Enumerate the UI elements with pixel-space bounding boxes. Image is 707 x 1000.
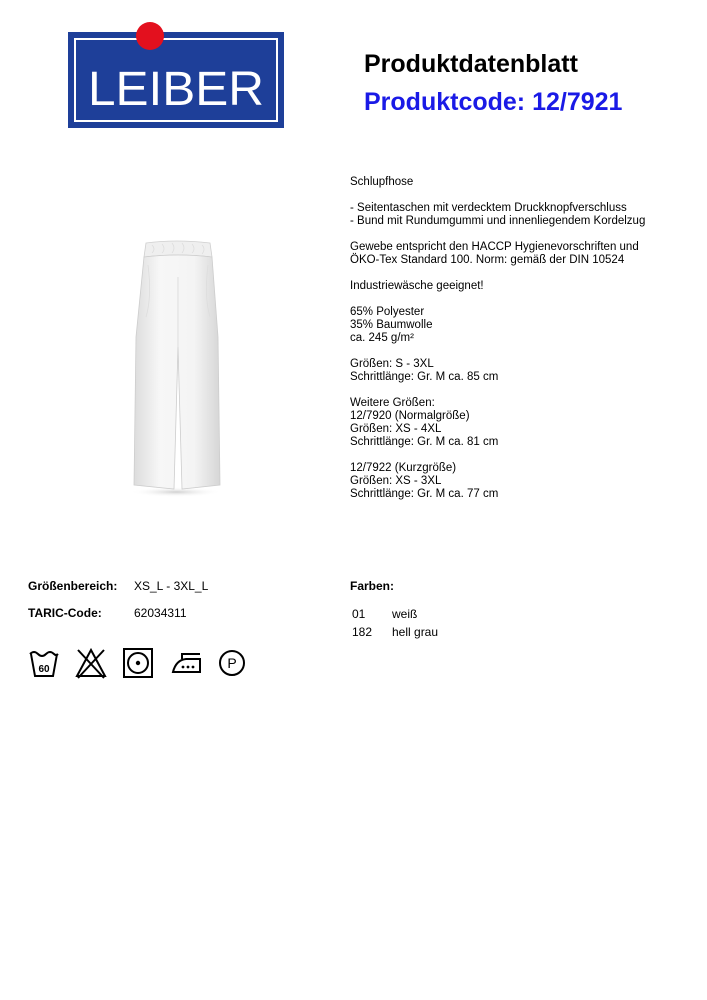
- professional-cleaning-p-icon: [217, 646, 247, 680]
- description-line: Schrittlänge: Gr. M ca. 85 cm: [350, 371, 499, 383]
- product-image: [122, 237, 230, 499]
- description-paragraph: [350, 397, 690, 449]
- color-code: 182: [352, 625, 373, 639]
- color-name: hell grau: [392, 625, 439, 639]
- taric-value: 62034311: [134, 606, 187, 620]
- description-line: Gewebe entspricht den HACCP Hygienevorschriften und: [350, 241, 639, 253]
- svg-text:60: 60: [38, 664, 50, 675]
- description-line: Größen: XS - 3XL: [350, 475, 442, 487]
- tumble-dry-icon: [122, 646, 154, 680]
- description-line: 12/7920 (Normalgröße): [350, 410, 470, 422]
- page-title: Produktdatenblatt: [364, 50, 578, 78]
- color-row: [352, 625, 438, 639]
- description-paragraph: [350, 202, 690, 228]
- description-line: Schrittlänge: Gr. M ca. 77 cm: [350, 488, 499, 500]
- description-line: 65% Polyester: [350, 306, 425, 318]
- colors-title: Farben:: [350, 579, 395, 593]
- description-paragraph: [350, 306, 690, 345]
- description-line: ÖKO-Tex Standard 100. Norm: gemäß der DIN 10524: [350, 254, 625, 266]
- description-paragraph: [350, 241, 690, 267]
- description-line: Schrittlänge: Gr. M ca. 81 cm: [350, 436, 499, 448]
- description-line: Weitere Größen:: [350, 397, 435, 409]
- no-bleach-icon: [74, 646, 108, 680]
- description-line: Industriewäsche geeignet!: [350, 280, 484, 292]
- description-line: Schlupfhose: [350, 176, 414, 188]
- description-paragraph: [350, 358, 690, 384]
- description-paragraph: [350, 176, 690, 189]
- color-code: 01: [352, 607, 366, 621]
- taric-label: TARIC-Code:: [28, 606, 102, 620]
- description-line: Größen: XS - 4XL: [350, 423, 442, 435]
- description-line: ca. 245 g/m²: [350, 332, 414, 344]
- description-line: Größen: S - 3XL: [350, 358, 434, 370]
- description-line: - Seitentaschen mit verdecktem Druckknopfverschluss: [350, 202, 627, 214]
- description-paragraph: [350, 280, 690, 293]
- leiber-logo: [68, 19, 284, 128]
- wash-60-icon: [29, 646, 59, 680]
- size-range-label: Größenbereich:: [28, 579, 118, 593]
- svg-text:LEIBER: LEIBER: [88, 63, 264, 116]
- description-line: 35% Baumwolle: [350, 319, 433, 331]
- color-name: weiß: [392, 607, 418, 621]
- size-range-value: XS_L - 3XL_L: [134, 579, 209, 593]
- product-description: [350, 176, 690, 514]
- description-line: - Bund mit Rundumgummi und innenliegendem Kordelzug: [350, 215, 646, 227]
- description-paragraph: [350, 462, 690, 501]
- svg-text:P: P: [227, 655, 237, 671]
- description-line: 12/7922 (Kurzgröße): [350, 462, 457, 474]
- iron-icon: [170, 646, 204, 680]
- product-code: Produktcode: 12/7921: [364, 88, 623, 116]
- color-row: [352, 607, 417, 621]
